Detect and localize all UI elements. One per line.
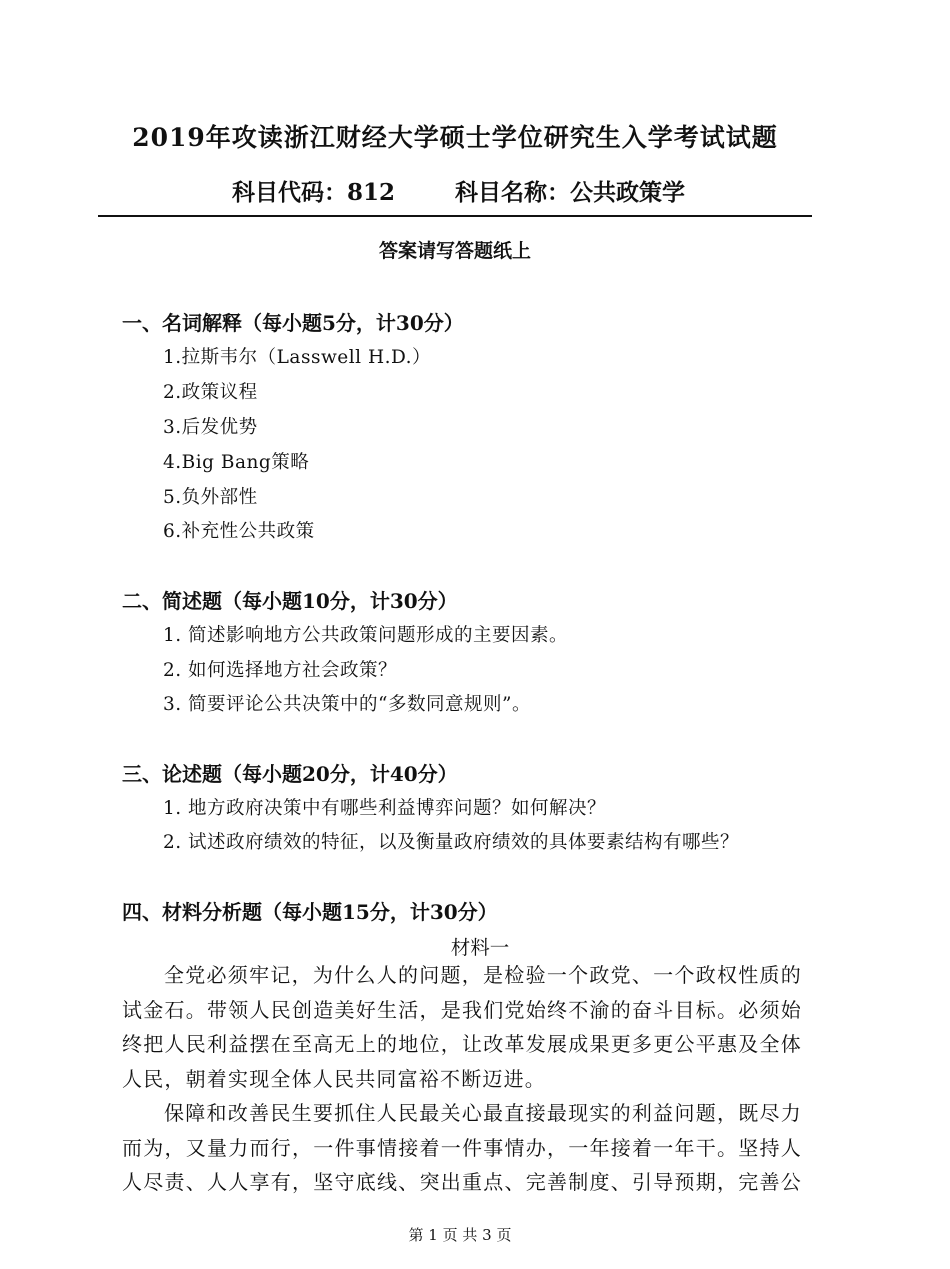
page-number: 第 1 页 共 3 页 <box>408 1226 512 1244</box>
section-2-item: 3. 简要评论公共决策中的“多数同意规则”。 <box>163 694 531 715</box>
paragraph-line: 终把人民利益摆在至高无上的地位，让改革发展成果更多更公平惠及全体 <box>122 1032 802 1056</box>
material-title: 材料一 <box>450 936 510 959</box>
section-3-item: 1. 地方政府决策中有哪些利益博弈问题？如何解决？ <box>163 798 607 819</box>
header-divider <box>98 215 812 217</box>
subject-name: 科目名称：公共政策学 <box>455 179 686 206</box>
paragraph-line: 人尽责、人人享有，坚守底线、突出重点、完善制度、引导预期，完善公 <box>122 1170 802 1194</box>
section-4-title: 四、材料分析题（每小题15分，计30分） <box>122 900 498 924</box>
section-2-item: 2. 如何选择地方社会政策？ <box>163 660 398 681</box>
section-2-title: 二、简述题（每小题10分，计30分） <box>122 589 458 613</box>
section-1-item: 2.政策议程 <box>163 382 258 403</box>
paragraph-line: 而为，又量力而行，一件事情接着一件事情办，一年接着一年干。坚持人 <box>122 1135 802 1160</box>
answer-note: 答案请写答题纸上 <box>378 240 531 262</box>
material-paragraph-1 <box>122 958 802 1096</box>
subject-line <box>232 174 685 207</box>
section-1-title: 一、名词解释（每小题5分，计30分） <box>122 311 464 335</box>
subject-code: 科目代码：812 <box>232 179 396 206</box>
material-paragraph-2 <box>122 1096 802 1200</box>
exam-title: 2019年攻读浙江财经大学硕士学位研究生入学考试试题 <box>132 123 778 152</box>
section-1-item: 4.Big Bang策略 <box>163 452 310 473</box>
section-3-title: 三、论述题（每小题20分，计40分） <box>122 762 458 786</box>
section-3-item: 2. 试述政府绩效的特征，以及衡量政府绩效的具体要素结构有哪些？ <box>163 832 740 853</box>
section-2-item: 1. 简述影响地方公共政策问题形成的主要因素。 <box>163 625 569 646</box>
paragraph-line: 人民，朝着实现全体人民共同富裕不断迈进。 <box>122 1066 546 1091</box>
section-1-item: 1.拉斯韦尔（Lasswell H.D.） <box>163 347 432 368</box>
paragraph-line: 试金石。带领人民创造美好生活，是我们党始终不渝的奋斗目标。必须始 <box>122 997 802 1022</box>
paragraph-line: 全党必须牢记，为什么人的问题，是检验一个政党、一个政权性质的 <box>164 963 802 987</box>
section-1-item: 3.后发优势 <box>163 417 258 438</box>
section-1-item: 6.补充性公共政策 <box>163 521 315 542</box>
section-1-item: 5.负外部性 <box>163 487 258 508</box>
paragraph-line: 保障和改善民生要抓住人民最关心最直接最现实的利益问题，既尽力 <box>164 1101 802 1125</box>
